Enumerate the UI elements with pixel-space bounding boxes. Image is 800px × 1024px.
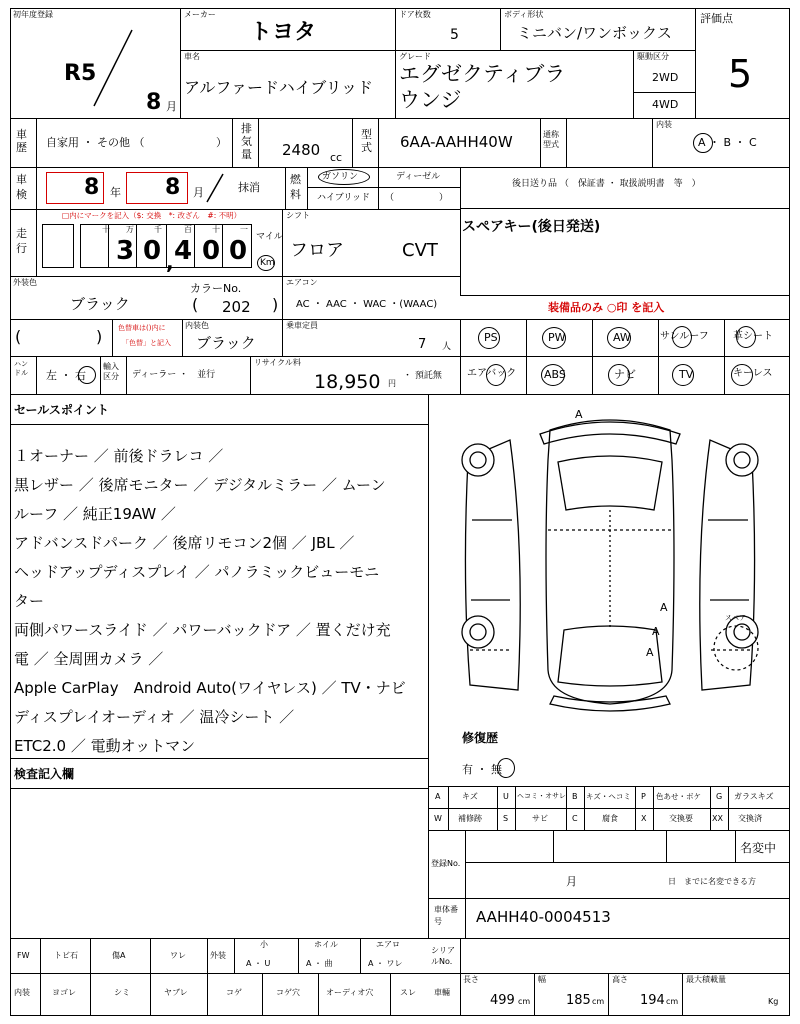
maker-value: トヨタ [250,20,317,45]
shift-label: シフト [286,211,310,220]
sales-line: ルーフ ／ 純正19AW ／ [14,505,176,523]
exterior-label: 外装 [210,951,226,960]
first-reg-slash [90,28,135,108]
handle-value: 左 ・ 右 [46,369,86,382]
fw-label: FW [17,951,30,960]
later-docs: 後日送り品 （ 保証書 ・ 取扱説明書 等 ） [512,179,701,189]
legend-code: S [503,814,509,823]
interior-grade-label: 内装 [656,120,672,129]
displacement-unit: cc [330,151,343,164]
mileage-digit-3: 4 [174,236,193,266]
mileage-digit-1: 3 [116,236,135,266]
interior-item: オーディオ穴 [326,988,374,997]
interior-item: ヨゴレ [52,988,76,997]
mileage-unit-km: Km [260,258,275,268]
displacement-value: 2480 [282,141,321,159]
height-value: 194 [640,993,665,1008]
import-label: 輸入区分 [103,362,119,381]
mileage-digit-5: 0 [229,236,248,266]
color-no-value: 202 [222,298,251,316]
legend-text: キズ・ヘコミ [586,792,631,801]
later-note: スペアキー(後日発送) [462,219,601,235]
color-change-note-2: 「色替」と記入 [122,339,171,347]
inspection-year-suffix: 年 [110,186,121,199]
sales-line: 黒レザー ／ 後席モニター ／ デジタルミラー ／ ムーン [14,476,386,494]
color-change-open: ( [15,327,22,346]
equip-leather: 革シート [733,331,773,342]
mileage-km-circle [257,255,275,271]
sales-line: Apple CarPlay Android Auto(ワイヤレス) ／ TV・ナビ [14,679,406,697]
equip-circle [542,327,566,349]
first-reg-label: 初年度登録 [13,10,53,19]
aero-label: エアロ [376,940,400,949]
aircon-options: AC ・ AAC ・ WAC ・(WAAC) [296,299,438,310]
car-name-value: アルファードハイブリッド [184,78,373,97]
load-unit: Kg [768,997,779,1006]
displacement-label: 排気量 [241,122,252,161]
history-close: ） [216,136,227,149]
sales-title: セールスポイント [14,403,109,417]
width-unit: cm [592,997,605,1006]
equip-sunroof: サンルーフ [660,331,709,342]
recycle-label: リサイクル料 [254,358,301,367]
width-label: 幅 [538,975,546,984]
color-no-open: ( [192,295,199,314]
interior-grade-options: A ・ B ・ C [698,136,757,149]
chassis-label: 車体番号 [434,905,458,926]
mileage-unit-2: 万 [126,225,134,234]
color-no-label: カラーNo. [190,282,242,295]
equip-navi: ナビ [614,368,636,381]
car-diagram [440,400,780,730]
history-usage: 自家用 ・ その他 （ [46,136,145,149]
equip-circle [607,327,631,349]
interior-item: ヤブレ [164,988,188,997]
inspection-month-suffix: 月 [193,186,204,199]
repair-value: 有 ・ 無 [462,763,502,776]
equip-circle [672,364,694,386]
body-value: ミニバン/ワンボックス [517,24,672,42]
maker-label: メーカー [184,10,216,19]
sales-line: 両側パワースライド ／ パワーバックドア ／ 置くだけ充 [14,621,391,639]
registration-month: 月 [566,875,577,888]
first-reg-era: R5 [64,61,97,86]
legend-text: 交換要 [669,814,693,823]
exterior-color-label: 外装色 [13,278,37,287]
mileage-unit-3: 千 [154,225,162,234]
sales-line: ター [14,592,45,610]
fuel-other: （ ） [385,193,449,203]
fuel-hybrid: ハイブリッド [317,193,371,203]
shift-trans: CVT [402,240,438,261]
damage-mark: A [660,601,668,614]
legend-code: C [572,814,578,823]
legend-code: A [435,792,441,801]
mileage-unit-4: 百 [184,225,192,234]
wheel-label: ホイル [314,940,338,949]
rating-value: 5 [728,52,753,96]
length-value: 499 [490,993,515,1008]
model-value: 6AA-AAHH40W [400,133,513,151]
repair-label: 修復歴 [462,731,499,745]
interior-item: コゲ穴 [276,988,300,997]
damage-mark: A [575,408,583,421]
check-title: 検査記入欄 [14,767,75,781]
grade-line2: ウンジ [399,88,462,112]
fuel-gasoline-circle [318,169,370,185]
mileage-unit-5: 十 [212,225,220,234]
equip-circle [736,326,756,348]
wheel-value: A ・ 曲 [306,959,333,968]
inspection-cancel: 抹消 [238,181,260,194]
legend-text: 色あせ・ボケ [656,792,701,801]
doors-value: 5 [450,27,459,43]
equip-circle [608,364,630,386]
mileage-digit-4: 0 [202,236,221,266]
mileage-note: □内にマークを記入（$: 交換 *: 改ざん #: 不明） [62,211,242,220]
car-name-label: 車名 [184,52,200,61]
equip-circle [478,327,500,349]
recycle-note: ・ 預託無 [403,371,442,381]
legend-text: 交換済 [738,814,762,823]
grade-label: グレード [399,52,431,61]
interior-item: シミ [114,988,130,997]
equip-abs: ABS [544,368,566,381]
fuel-diesel: ディーゼル [396,172,441,182]
equip-ps: PS [484,331,498,344]
fw-item: 傷A [112,951,126,960]
size-label: 車輛 [434,988,450,997]
inspection-year: 8 [84,175,100,200]
common-model-label: 通称型式 [543,130,559,149]
color-change-close: ) [96,327,103,346]
chassis-value: AAHH40-0004513 [476,908,611,926]
legend-code: XX [712,814,723,823]
legend-text: ヘコミ・オサレ [517,792,566,800]
aero-value: A ・ ワレ [368,959,403,968]
legend-code: W [434,814,442,823]
registration-label: 登録No. [431,859,461,868]
body-label: ボディ形状 [504,10,544,19]
spare-label: スペア [725,614,746,622]
height-unit: cm [666,997,679,1006]
interior-item: スレ [400,988,416,997]
drive-4wd: 4WD [652,98,679,111]
handle-right-circle [78,366,96,384]
mileage-unit-mile: マイル [256,232,283,242]
capacity-unit: 人 [442,342,452,352]
interior-grade-circle [693,133,713,153]
equip-circle [672,326,692,348]
load-label: 最大積載量 [686,975,726,984]
repair-none-circle [497,758,515,778]
equip-pw: PW [548,331,566,344]
interior-color-label: 内装色 [185,321,209,330]
serial-label: シリアルNo. [431,946,455,966]
shift-type: フロア [290,240,344,261]
fuel-label: 燃料 [290,173,301,201]
sales-line: 電 ／ 全周囲カメラ ／ [14,650,164,668]
legend-text: 腐食 [602,814,618,823]
first-reg-month: 8 [146,90,162,115]
rating-label: 評価点 [700,12,733,25]
inspection-month: 8 [165,175,181,200]
mileage-comma: , [166,250,174,274]
equip-airbag: エアバック [467,368,517,379]
legend-text: キズ [462,792,478,801]
sales-line: １オーナー ／ 前後ドラレコ ／ [14,447,224,465]
small-value: A ・ U [246,959,271,968]
equip-keyless: キーレス [733,368,773,379]
mileage-box-0 [42,224,74,268]
model-label: 型式 [361,128,372,154]
damage-mark: A [652,625,660,638]
interior-color-value: ブラック [196,334,256,352]
registration-day-note: 日 までに名変できる方 [668,877,756,886]
equip-circle [731,364,753,386]
recycle-value: 18,950 [314,371,381,393]
color-change-note-1: 色替車は()内に [118,324,166,332]
capacity-label: 乗車定員 [286,321,318,330]
fw-item: トビ石 [54,951,78,960]
aircon-label: エアコン [286,278,318,287]
capacity-value: 7 [418,337,427,352]
import-value: ディーラー ・ 並行 [132,370,216,380]
mileage-digit-2: 0 [143,236,162,266]
grade-line1: エグゼクティブラ [399,62,566,86]
length-label: 長さ [463,975,479,984]
length-unit: cm [518,997,531,1006]
equip-aw: AW [613,331,631,344]
recycle-unit: 円 [388,379,396,388]
small-label: 小 [260,940,268,949]
mileage-unit-6: 一 [240,225,248,234]
legend-code: B [572,792,578,801]
history-label: 車歴 [16,128,27,154]
legend-code: P [641,792,646,801]
drive-label: 駆動区分 [637,52,669,61]
height-label: 高さ [612,975,628,984]
legend-text: サビ [532,814,548,823]
bottom-interior-label: 内装 [14,988,30,997]
damage-mark: A [646,646,654,659]
sales-line: ETC2.0 ／ 電動オットマン [14,737,196,755]
fuel-gasoline: ガソリン [322,172,359,182]
doors-label: ドア枚数 [399,10,431,19]
sales-line: ヘッドアップディスプレイ ／ パノラミックビューモニ [14,563,380,581]
equip-circle [541,364,565,386]
name-change: 名変中 [740,841,777,855]
mileage-label: 走行 [16,227,27,255]
inspection-label: 車検 [16,173,27,201]
equipment-title: 装備品のみ ○印 を記入 [548,301,665,314]
legend-code: G [716,792,723,801]
equip-circle [486,364,506,386]
color-no-close: ) [272,295,279,314]
sales-line: アドバンスドパーク ／ 後席リモコン2個 ／ JBL ／ [14,534,355,552]
exterior-color-value: ブラック [70,295,130,313]
sales-line: ディスプレイオーディオ ／ 温冷シート ／ [14,708,295,726]
inspection-slash [205,172,225,204]
drive-2wd: 2WD [652,71,679,84]
mileage-unit-1: 十 [102,225,110,234]
legend-text: 補修跡 [458,814,482,823]
fw-item: ワレ [170,951,186,960]
first-reg-month-suffix: 月 [166,100,177,113]
legend-code: U [503,792,509,801]
legend-text: ガラスキズ [734,792,774,801]
interior-item: コゲ [226,988,242,997]
legend-code: X [641,814,647,823]
handle-label: ハンドル [14,360,28,377]
width-value: 185 [566,993,591,1008]
equip-tv: TV [679,368,694,381]
